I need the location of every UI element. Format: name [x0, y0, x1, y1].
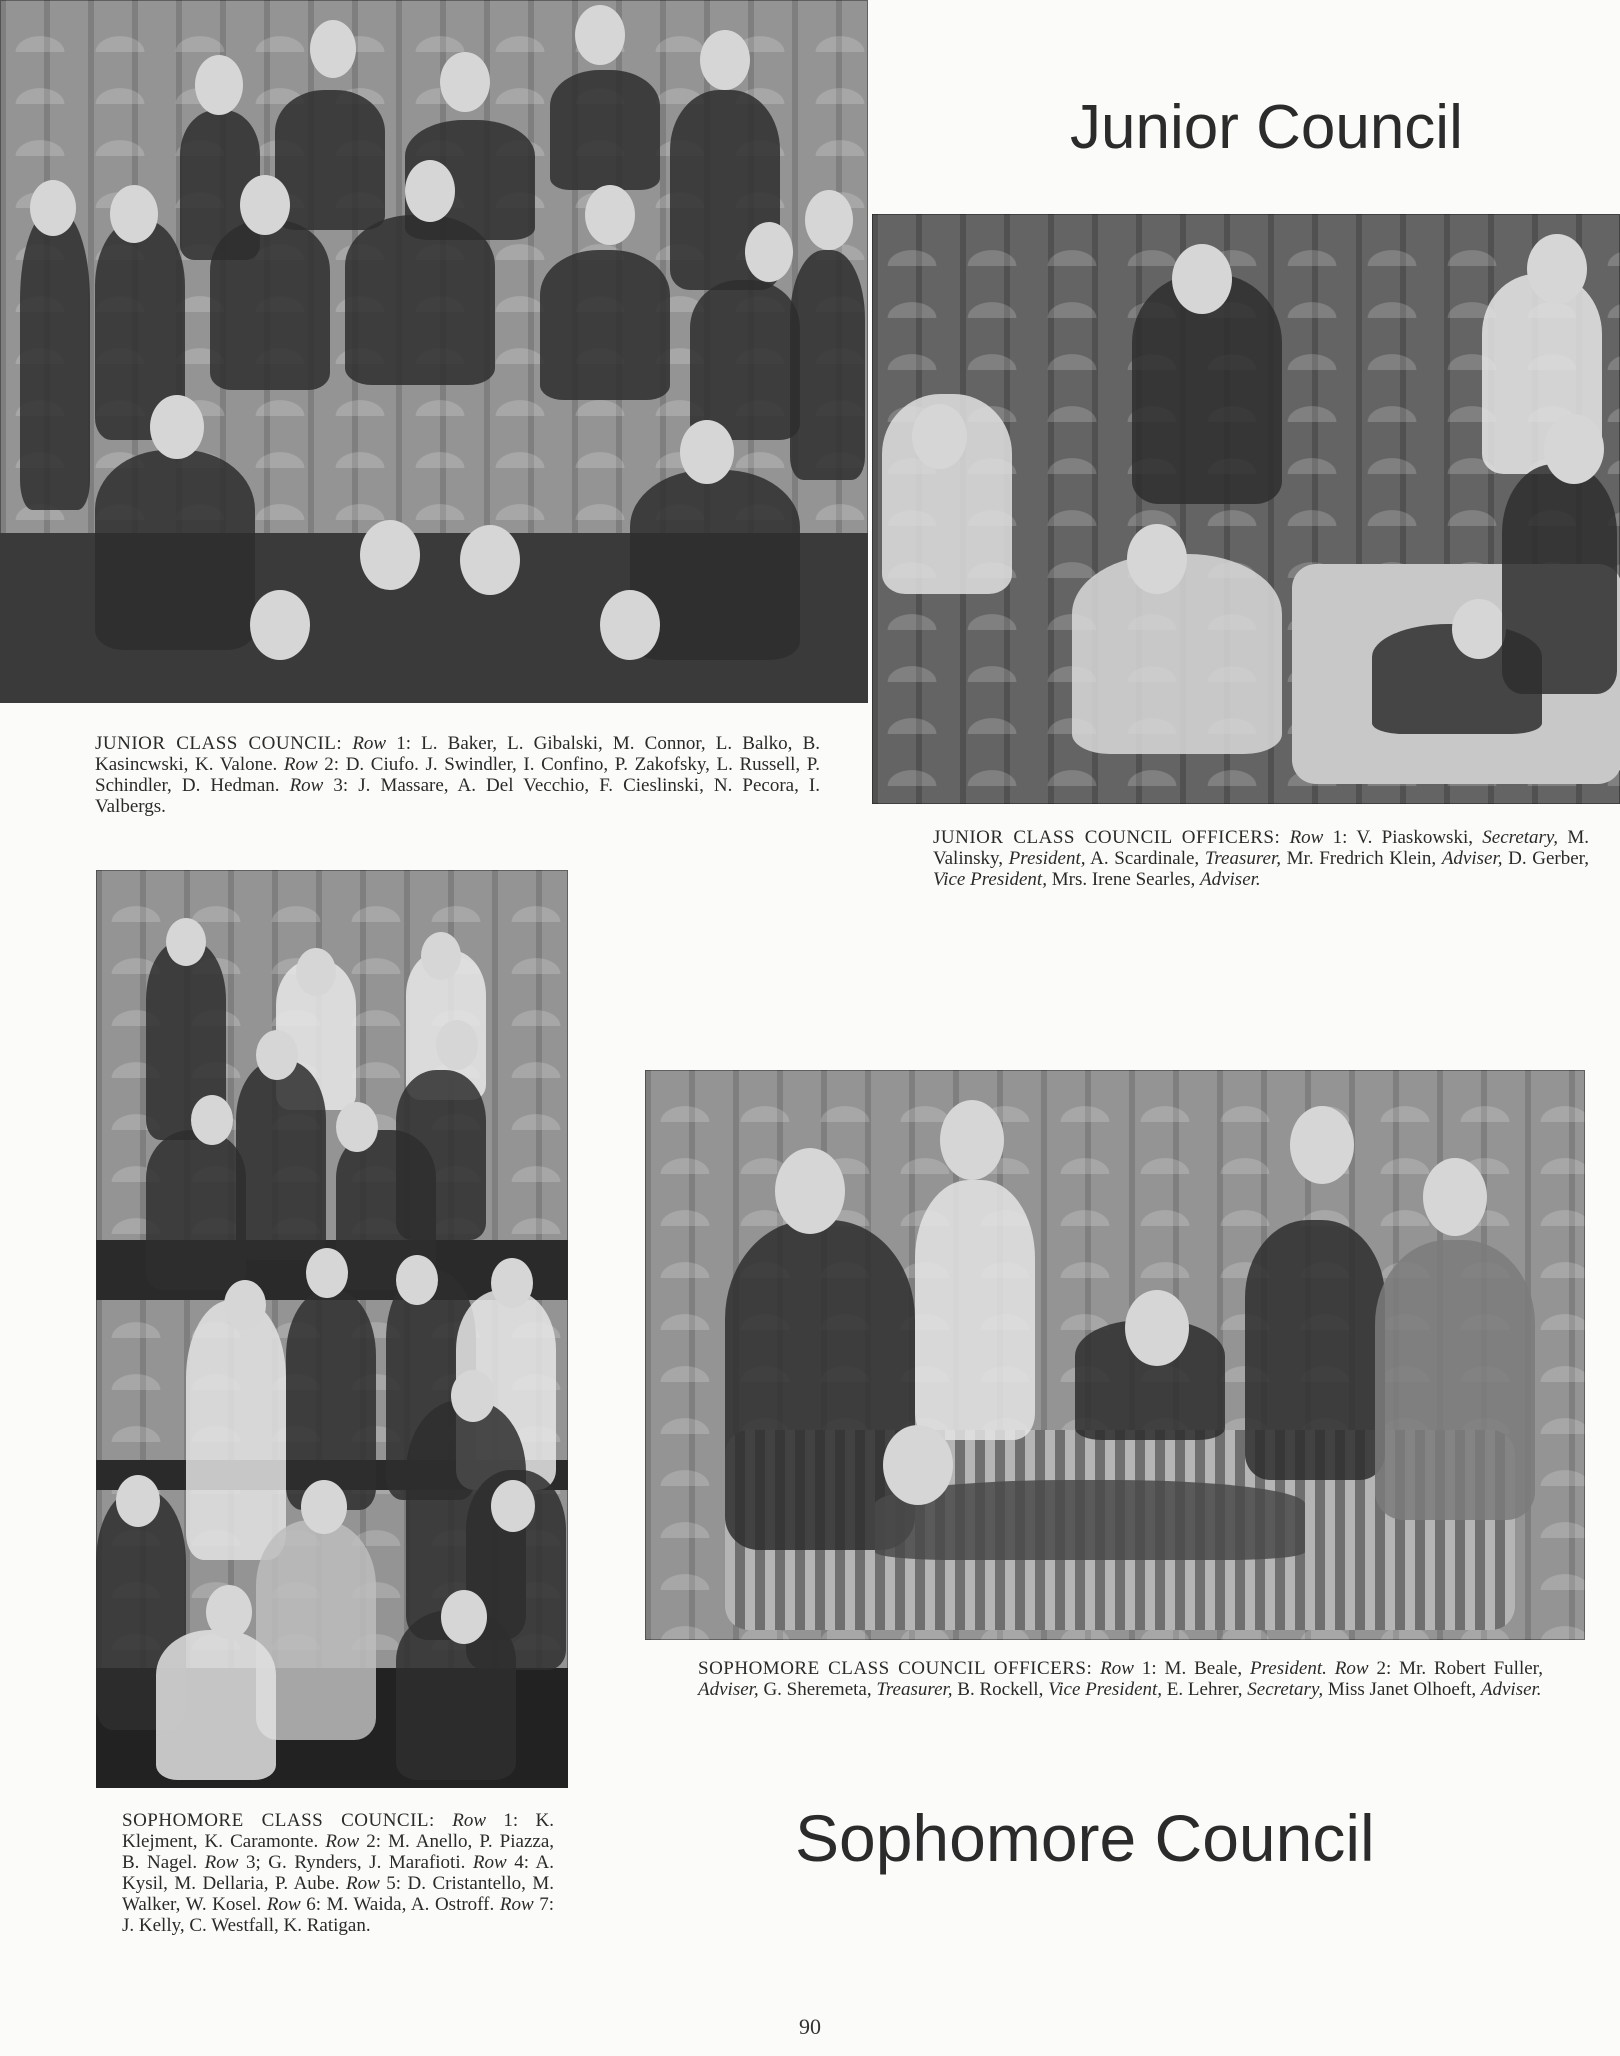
sophomore-council-photo	[96, 870, 568, 1788]
junior-officers-photo	[872, 214, 1620, 804]
sophomore-officers-photo	[645, 1070, 1585, 1640]
junior-officers-caption: JUNIOR CLASS COUNCIL OFFICERS: Row 1: V. Piaskowski, Secretary, M. Valinsky, President, A. Scardinale, Treasurer, Mr. Fredrich Klein, Adviser, D. Gerber, Vice President, Mrs. Irene Searles, Adviser.	[933, 827, 1589, 890]
junior-council-caption: JUNIOR CLASS COUNCIL: Row 1: L. Baker, L. Gibalski, M. Connor, L. Balko, B. Kasincwski, K. Valone. Row 2: D. Ciufo. J. Swindler, I. Confino, P. Zakofsky, L. Russell, P. Schindler, D. Hedman. Row 3: J. Massare, A. Del Vecchio, F. Cieslinski, N. Pecora, I. Valbergs.	[95, 733, 820, 817]
junior-council-photo	[0, 0, 868, 703]
sophomore-officers-caption: SOPHOMORE CLASS COUNCIL OFFICERS: Row 1: M. Beale, President. Row 2: Mr. Robert Fuller, Adviser, G. Sheremeta, Treasurer, B. Rockell, Vice President, E. Lehrer, Secretary, Miss Janet Olhoeft, Adviser.	[698, 1658, 1543, 1700]
sophomore-council-caption: SOPHOMORE CLASS COUNCIL: Row 1: K. Klejment, K. Caramonte. Row 2: M. Anello, P. Piazza, B. Nagel. Row 3; G. Rynders, J. Marafioti. Row 4: A. Kysil, M. Dellaria, P. Aube. Row 5: D. Cristantello, M. Walker, W. Kosel. Row 6: M. Waida, A. Ostroff. Row 7: J. Kelly, C. Westfall, K. Ratigan.	[122, 1810, 555, 1936]
page-number: 90	[799, 2014, 821, 2039]
junior-council-title: Junior Council	[1070, 93, 1463, 162]
sophomore-council-title: Sophomore Council	[795, 1801, 1375, 1875]
